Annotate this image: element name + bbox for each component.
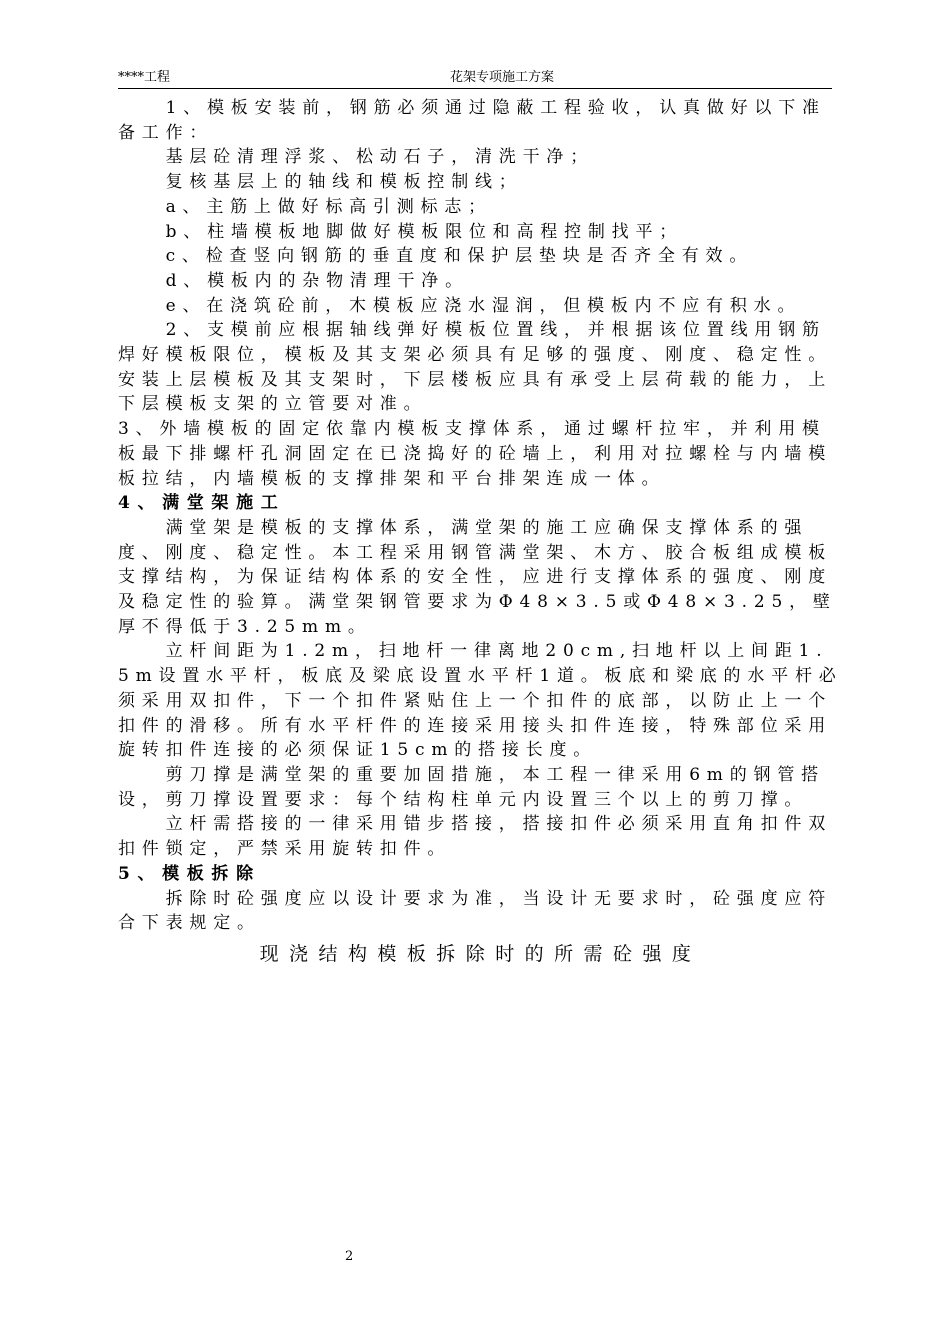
table-title: 现浇结构模板拆除时的所需砼强度 [259, 942, 702, 965]
para-item-d: d、模板内的杂物清理干净。 [165, 270, 469, 291]
document-body [118, 96, 843, 967]
header-project: ****工程 [118, 70, 171, 85]
page-header [118, 66, 832, 89]
heading-5: 5、模板拆除 [118, 863, 261, 884]
page-number: 2 [345, 1249, 354, 1264]
para-item-b: b、柱墙模板地脚做好模板限位和高程控制找平； [165, 221, 684, 242]
para-4-2: 立杆间距为1.2m，扫地杆一律离地20cm,扫地杆以上间距1.5m设置水平杆，板底及梁底设置水平杆1道。板底和梁底的水平杆必须采用双扣件，下一个扣件紧贴住上一个扣件的底部，以防止上一个扣件的滑移。所有水平杆件的连接采用接头扣件连接，特殊部位采用旋转扣件连接的必须保证15cm的搭接长度。 [118, 641, 843, 761]
para-prep-b: 复核基层上的轴线和模板控制线； [165, 172, 523, 193]
header-doc-title: 花架专项施工方案 [450, 70, 555, 85]
para-4-1: 满堂架是模板的支撑体系，满堂架的施工应确保支撑体系的强度、刚度、稳定性。本工程采用钢管满堂架、木方、胶合板组成模板支撑结构，为保证结构体系的安全性，应进行支撑体系的强度、刚度及稳定性的验算。满堂架钢管要求为Φ48×3.5或Φ48×3.25，壁厚不得低于3.25mm。 [118, 517, 837, 637]
para-item-a: a、主筋上做好标高引测标志； [165, 196, 492, 217]
para-prep-a: 基层砼清理浮浆、松动石子，清洗干净； [165, 147, 594, 168]
para-4-3: 剪刀撑是满堂架的重要加固措施，本工程一律采用6m的钢管搭设，剪刀撑设置要求：每个结构柱单元内设置三个以上的剪刀撑。 [118, 764, 825, 810]
para-item-e: e、在浇筑砼前，木模板应浇水湿润，但模板内不应有积水。 [165, 295, 802, 316]
para-item-c: c、检查竖向钢筋的垂直度和保护层垫块是否齐全有效。 [165, 246, 754, 267]
para-3: 3、外墙模板的固定依靠内模板支撑体系，通过螺杆拉牢，并利用模板最下排螺杆孔洞固定在已浇捣好的砼墙上，利用对拉螺栓与内墙模板拉结，内墙模板的支撑排架和平台排架连成一体。 [118, 419, 832, 489]
para-1: 1、模板安装前，钢筋必须通过隐蔽工程验收，认真做好以下准备工作： [118, 98, 826, 143]
heading-4: 4、满堂架施工 [118, 493, 286, 514]
para-2: 2、支模前应根据轴线弹好模板位置线，并根据该位置线用钢筋焊好模板限位，模板及其支架必须具有足够的强度、刚度、稳定性。安装上层模板及其支架时，下层楼板应具有承受上层荷载的能力，上下层模板支架的立管要对准。 [118, 320, 832, 415]
para-5-1: 拆除时砼强度应以设计要求为准，当设计无要求时，砼强度应符合下表规定。 [118, 888, 832, 934]
para-4-4: 立杆需搭接的一律采用错步搭接，搭接扣件必须采用直角扣件双扣件锁定，严禁采用旋转扣件。 [118, 814, 832, 860]
